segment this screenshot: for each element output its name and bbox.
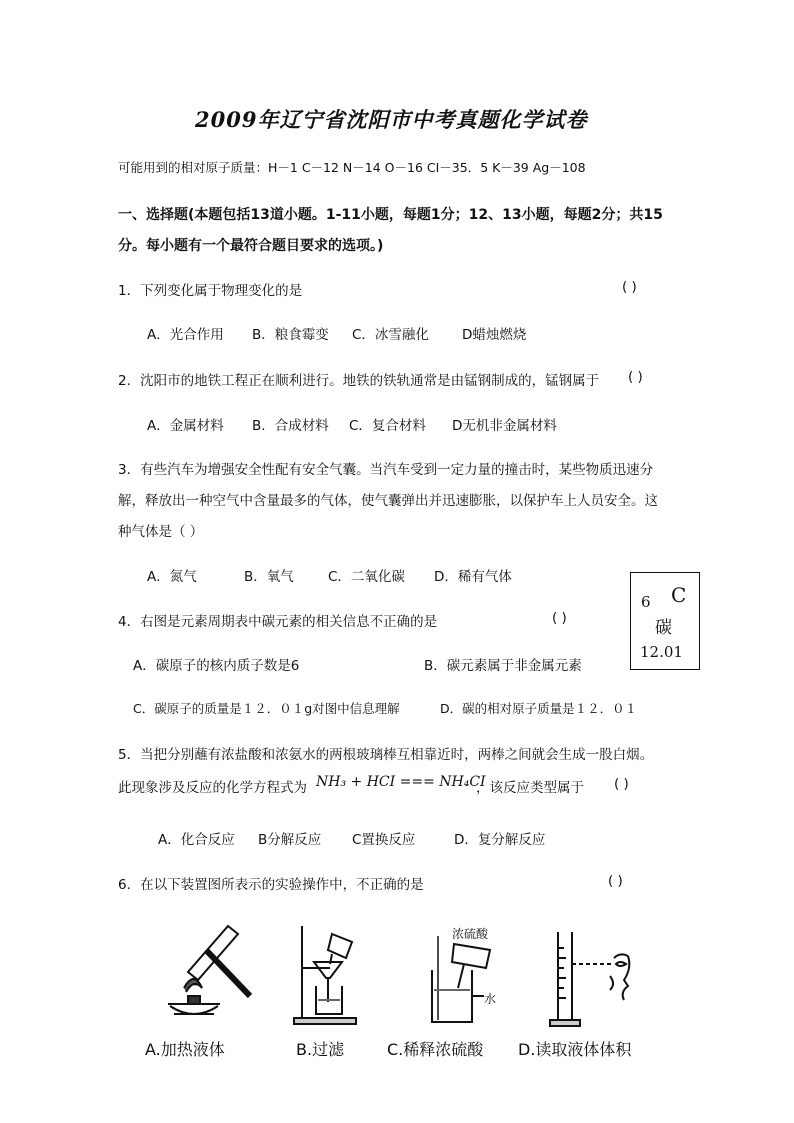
q2-option-d: D无机非金属材料 (452, 418, 557, 434)
caption-d: D.读取液体体积 (518, 1040, 632, 1059)
element-mass: 12.01 (640, 643, 683, 661)
q4-option-d: D．碳的相对原子质量是１２．０１ (440, 701, 638, 716)
heating-liquid-illustration (150, 918, 260, 1030)
q1-option-a: A．光合作用 (147, 327, 224, 343)
question-3-line2: 解，释放出一种空气中含量最多的气体，使气囊弹出并迅速膨胀，以保护车上人员安全。这 (118, 493, 658, 509)
question-6-blank: ( ) (608, 873, 623, 889)
q3-option-a: A．氮气 (147, 569, 197, 585)
caption-a: A.加热液体 (145, 1040, 225, 1059)
question-2-text: 2．沈阳市的地铁工程正在顺利进行。地铁的铁轨通常是由锰钢制成的，锰钢属于 (118, 373, 600, 389)
atomic-mass-line: 可能用到的相对原子质量：H－1 C－12 N－14 O－16 CI－35．5 K－39 Ag－108 (118, 160, 586, 175)
element-atomic-number: 6 (641, 593, 651, 611)
dilute-acid-illustration (424, 930, 514, 1030)
section-heading-line1: 一、选择题(本题包括13道小题。1-11小题，每题1分；12、13小题，每题2分；共15 (118, 207, 663, 223)
page-title: 2009年辽宁省沈阳市中考真题化学试卷 (195, 107, 588, 132)
q5-option-a: A．化合反应 (158, 832, 235, 848)
carbon-element-card (630, 572, 700, 670)
q1-option-d: D蜡烛燃烧 (462, 327, 527, 343)
question-4-blank: ( ) (552, 610, 567, 626)
q4-option-a: A．碳原子的核内质子数是6 (133, 658, 300, 674)
label-concentrated-acid: 浓硫酸 (452, 927, 489, 941)
question-6-text: 6．在以下装置图所表示的实验操作中，不正确的是 (118, 877, 424, 893)
question-2-blank: ( ) (628, 369, 643, 385)
q5-option-d: D．复分解反应 (454, 832, 546, 848)
filtration-illustration (292, 920, 364, 1030)
caption-c: C.稀释浓硫酸 (387, 1040, 484, 1059)
q2-option-c: C．复合材料 (349, 418, 426, 434)
q3-option-d: D．稀有气体 (434, 569, 512, 585)
element-symbol: C (671, 583, 687, 607)
question-5-line2-pre: 此现象涉及反应的化学方程式为 (118, 780, 307, 796)
question-5-line1: 5．当把分别蘸有浓盐酸和浓氨水的两根玻璃棒互相靠近时，两棒之间就会生成一股白烟。 (118, 747, 654, 763)
q5-option-b: B分解反应 (258, 832, 322, 848)
q2-option-a: A．金属材料 (147, 418, 224, 434)
reaction-equation: NH₃ + HCI === NH₄CI (316, 774, 486, 790)
question-3-line1: 3．有些汽车为增强安全性配有安全气囊。当汽车受到一定力量的撞击时，某些物质迅速分 (118, 462, 654, 478)
caption-b: B.过滤 (296, 1040, 345, 1059)
q3-option-c: C．二氧化碳 (328, 569, 405, 585)
label-water: 水 (484, 992, 497, 1006)
q4-option-b: B．碳元素属于非金属元素 (424, 658, 582, 674)
question-1-blank: ( ) (622, 279, 637, 295)
question-5-line2-post: ，该反应类型属于 (476, 780, 584, 796)
question-5-blank: ( ) (614, 776, 629, 792)
question-3-line3: 种气体是（ ） (118, 524, 204, 540)
q2-option-b: B．合成材料 (252, 418, 329, 434)
q4-option-c: C．碳原子的质量是１２．０１g对图中信息理解 (133, 701, 400, 716)
q5-option-c: C置换反应 (352, 832, 416, 848)
question-4-text: 4．右图是元素周期表中碳元素的相关信息不正确的是 (118, 614, 438, 630)
section-heading-line2: 分。每小题有一个最符合题目要求的选项。) (118, 238, 384, 254)
question-1-text: 1．下列变化属于物理变化的是 (118, 283, 303, 299)
q1-option-b: B．粮食霉变 (252, 327, 329, 343)
element-name: 碳 (655, 618, 672, 638)
reading-volume-illustration (540, 928, 640, 1032)
q3-option-b: B．氧气 (244, 569, 294, 585)
q1-option-c: C．冰雪融化 (352, 327, 429, 343)
